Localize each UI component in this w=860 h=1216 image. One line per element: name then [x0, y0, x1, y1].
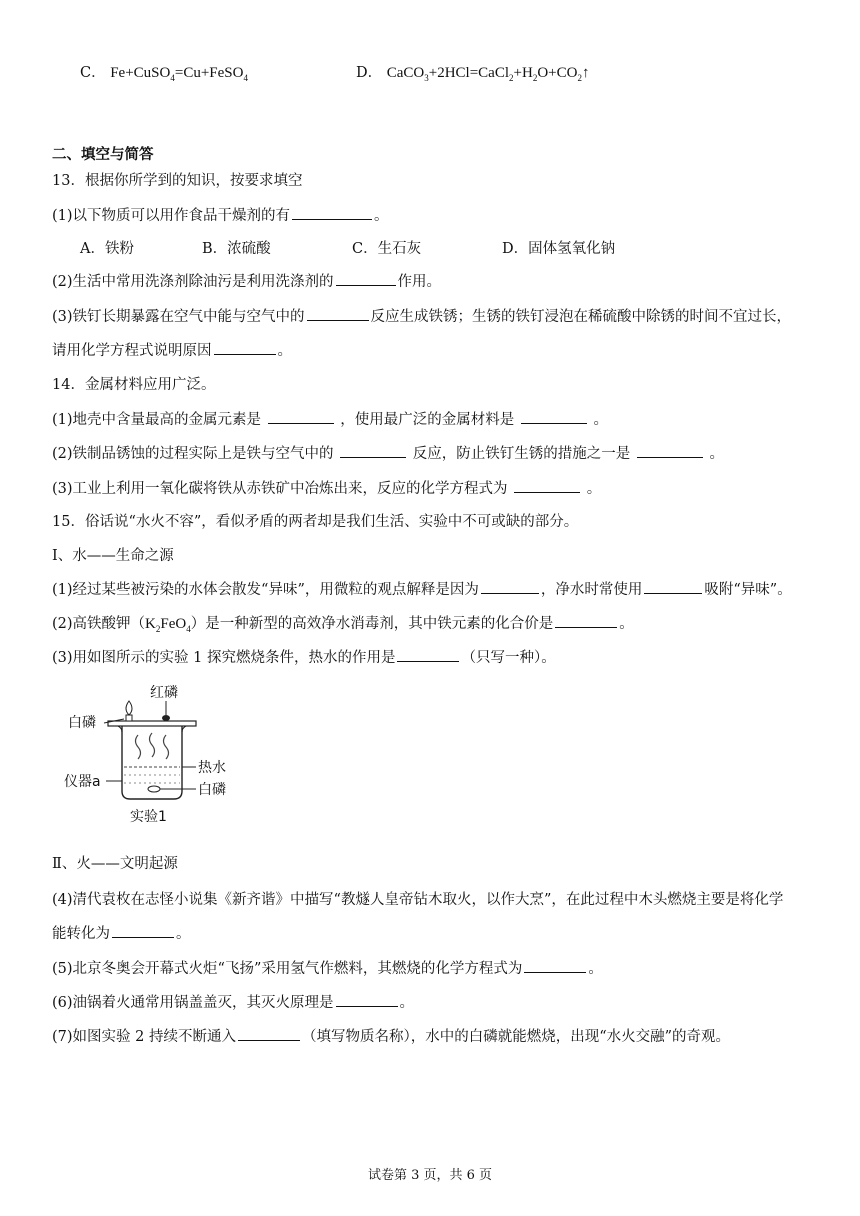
experiment-1-figure: [64, 683, 244, 833]
q15-part7-text-b: （填写物质名称），水中的白磷就能燃烧，出现“水火交融”的奇观。: [301, 1029, 731, 1045]
q13-part3-text-a: (3)铁钉长期暴露在空气中能与空气中的: [52, 309, 305, 325]
option-c: [80, 62, 248, 89]
answer-blank[interactable]: [637, 443, 703, 458]
q14-part2-text-a: (2)铁制品锈蚀的过程实际上是铁与空气中的: [52, 446, 334, 462]
q15-part3-text-a: (3)用如图所示的实验 1 探究燃烧条件，热水的作用是: [52, 650, 396, 666]
answer-blank[interactable]: [336, 992, 398, 1007]
q15-part1-text-a: (1)经过某些被污染的水体会散发“异味”，用微粒的观点解释是因为: [52, 582, 479, 598]
q15-part2-text-b: ）是一种新型的高效净水消毒剂，其中铁元素的化合价是: [190, 616, 554, 632]
q14-part1: [52, 409, 608, 431]
q14-part2-end: 。: [709, 446, 724, 462]
answer-blank[interactable]: [112, 923, 174, 938]
flame: [126, 701, 132, 715]
option-c-label: C．: [80, 65, 106, 81]
q15-stem: 15．俗话说“水火不容”，看似矛盾的两者却是我们生活、实验中不可或缺的部分。: [52, 514, 579, 530]
q15-part4: (4)清代袁枚在志怪小说集《新齐谐》中描写“教燧人皇帝钻木取火，以作大烹”，在此过程中木头燃烧主要是将化学: [52, 892, 784, 908]
q15-part5-text: (5)北京冬奥会开幕式火炬“飞扬”采用氢气作燃料，其燃烧的化学方程式为: [52, 961, 523, 977]
steam: [136, 735, 141, 759]
q14-part2: [52, 443, 724, 465]
answer-blank[interactable]: [397, 647, 459, 662]
q15-part6-text: (6)油锅着火通常用锅盖盖灭，其灭火原理是: [52, 995, 334, 1011]
steam: [150, 733, 155, 757]
q13-part1: [52, 205, 389, 227]
option-d-formula: $CaCO_3+2HCl=CaCl_2+H_2O+CO_2↑$: [386, 65, 590, 83]
q13-part2-end: 作用。: [397, 274, 442, 290]
q15-part6: [52, 992, 414, 1014]
label-red-phosphorus: 红磷: [150, 685, 178, 701]
copper-plate: [108, 721, 196, 726]
answer-blank[interactable]: [514, 478, 580, 493]
white-phosphorus-plate: [126, 715, 132, 721]
q15-part4-cont: [52, 923, 191, 945]
q13-part2: [52, 271, 441, 293]
answer-blank[interactable]: [238, 1026, 300, 1041]
label-hot-water: 热水: [198, 760, 226, 776]
answer-blank[interactable]: [481, 579, 539, 594]
q15-part2-end: 。: [619, 616, 634, 632]
option-d: [356, 62, 589, 89]
q13-part3-text-c: 请用化学方程式说明原因: [52, 343, 212, 359]
q15-part1-text-b: ，净水时常使用: [540, 582, 643, 598]
q15-part7-text-a: (7)如图实验 2 持续不断通入: [52, 1029, 236, 1045]
q14-part3-end: 。: [586, 481, 602, 497]
q14-part2-text-b: 反应，防止铁钉生锈的措施之一是: [412, 446, 631, 462]
q14-part3: [52, 478, 601, 500]
q15-part1: [52, 579, 792, 601]
steam: [164, 735, 169, 759]
q15-part2-heading: Ⅱ、火——文明起源: [52, 856, 178, 872]
formula-k2feo4: $K_2FeO_4$: [145, 616, 191, 634]
page-footer: 试卷第 3 页，共 6 页: [367, 1168, 493, 1183]
answer-blank[interactable]: [340, 443, 406, 458]
q13-part3-cont: [52, 340, 292, 362]
label-white-phosphorus-bottom: 白磷: [198, 782, 226, 798]
q14-part1-text-a: (1)地壳中含量最高的金属元素是: [52, 412, 262, 428]
q15-part1-heading: Ⅰ、水——生命之源: [52, 548, 174, 564]
q15-part4-end: 。: [176, 926, 191, 942]
answer-blank[interactable]: [644, 579, 702, 594]
q14-stem: 14．金属材料应用广泛。: [52, 377, 216, 393]
q13-part3-end: 。: [277, 343, 292, 359]
q13-part1-end: 。: [374, 208, 389, 224]
q13-option-c: C．生石灰: [352, 241, 422, 257]
q15-part4-text-b: 能转化为: [52, 926, 110, 942]
q15-part1-text-c: 吸附“异味”。: [704, 582, 792, 598]
figure-caption: 实验1: [130, 809, 167, 825]
answer-blank[interactable]: [521, 409, 587, 424]
q15-part3: [52, 647, 556, 669]
q13-option-b: B．浓硫酸: [202, 241, 271, 257]
q13-part3-text-b: 反应生成铁锈；生锈的铁钉浸泡在稀硫酸中除锈的时间不宜过长，: [370, 309, 792, 325]
q15-part5: [52, 958, 603, 980]
label-instrument-a: 仪器a: [64, 774, 101, 790]
q15-part2-text-a: (2)高铁酸钾（: [52, 616, 146, 632]
q13-part1-text: (1)以下物质可以用作食品干燥剂的有: [52, 208, 291, 224]
answer-blank[interactable]: [524, 958, 586, 973]
answer-blank[interactable]: [336, 271, 396, 286]
answer-blank[interactable]: [307, 306, 369, 321]
answer-blank[interactable]: [214, 340, 276, 355]
red-phosphorus: [162, 715, 170, 721]
label-white-phosphorus-top: 白磷: [68, 715, 96, 731]
answer-blank[interactable]: [292, 205, 372, 220]
q14-part1-text-b: ，使用最广泛的金属材料是: [340, 412, 515, 428]
option-c-formula: Fe+CuSO$_4$=Cu+FeSO$_4$: [110, 65, 248, 83]
q15-part6-end: 。: [399, 995, 415, 1011]
answer-blank[interactable]: [268, 409, 334, 424]
q13-option-d: D．固体氢氧化钠: [502, 241, 616, 257]
section-title: 二、填空与简答: [52, 147, 154, 163]
q15-part7: [52, 1026, 730, 1048]
q15-part3-text-b: （只写一种）。: [461, 650, 556, 666]
q15-part2: [52, 613, 634, 640]
q14-part3-text: (3)工业上利用一氧化碳将铁从赤铁矿中冶炼出来，反应的化学方程式为: [52, 481, 508, 497]
q13-part3: [52, 306, 791, 328]
q13-stem: 13．根据你所学到的知识，按要求填空: [52, 173, 303, 189]
q13-part2-text: (2)生活中常用洗涤剂除油污是利用洗涤剂的: [52, 274, 334, 290]
q13-option-a: A．铁粉: [80, 241, 134, 257]
experiment-1-diagram: [64, 683, 244, 833]
q15-part5-end: 。: [588, 961, 603, 977]
q14-part1-end: 。: [593, 412, 608, 428]
option-d-label: D．: [356, 65, 383, 81]
answer-blank[interactable]: [555, 613, 617, 628]
white-phosphorus-water: [148, 786, 160, 792]
